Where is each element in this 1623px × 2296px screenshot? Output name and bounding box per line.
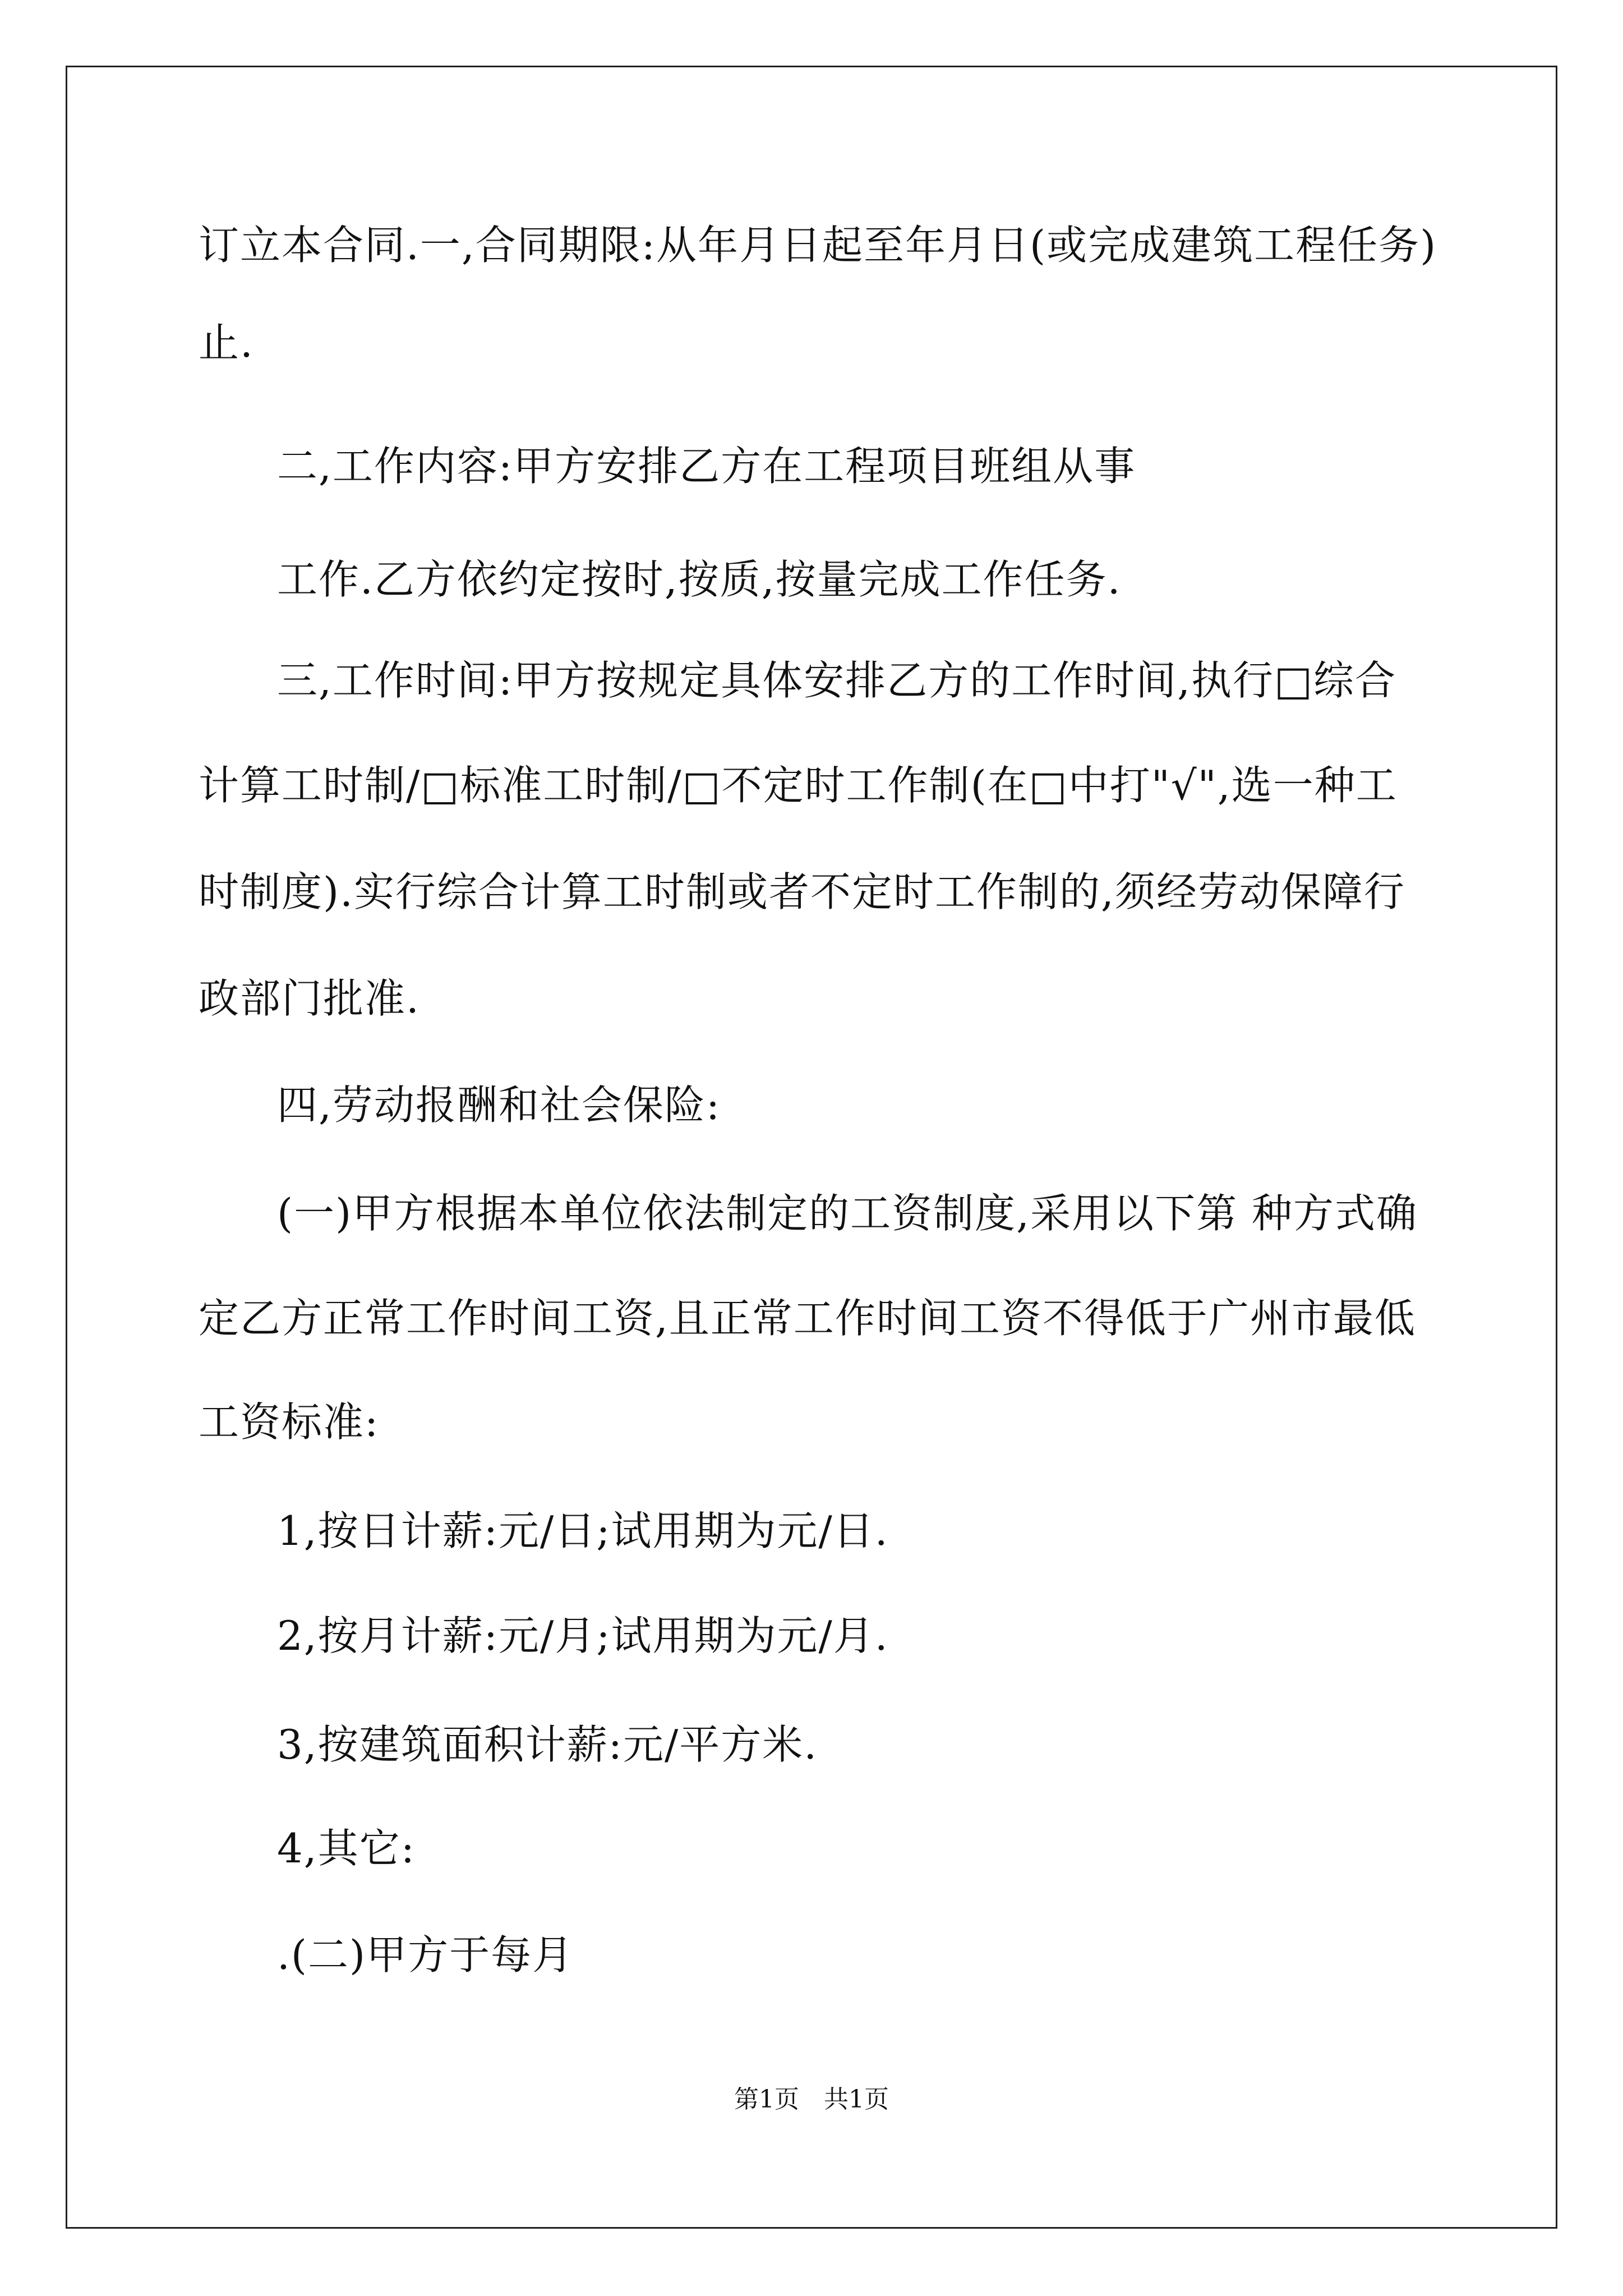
- paragraph-line: 三,工作时间:甲方按规定具体安排乙方的工作时间,执行□综合: [277, 657, 1397, 704]
- paragraph-line: 定乙方正常工作时间工资,且正常工作时间工资不得低于广州市最低: [199, 1295, 1416, 1342]
- paragraph-line: 工资标准:: [199, 1398, 380, 1446]
- paragraph-line: 1,按日计薪:元/日;试用期为元/日.: [277, 1507, 889, 1554]
- paragraph-line: 政部门批准.: [199, 975, 420, 1022]
- paragraph-line: 止.: [199, 319, 254, 366]
- paragraph-line: 二,工作内容:甲方安排乙方在工程项目班组从事: [277, 443, 1136, 490]
- paragraph-line: .(二)甲方于每月: [277, 1931, 574, 1978]
- paragraph-line: 计算工时制/□标准工时制/□不定时工作制(在□中打"√",选一种工: [199, 762, 1398, 809]
- page-number: 第1页 共1页: [734, 2085, 889, 2114]
- page-border: [66, 66, 1557, 2229]
- paragraph-line: (一)甲方根据本单位依法制定的工资制度,采用以下第 种方式确: [277, 1190, 1418, 1237]
- paragraph-line: 时制度).实行综合计算工时制或者不定时工作制的,须经劳动保障行: [199, 868, 1405, 915]
- paragraph-line: 3,按建筑面积计薪:元/平方米.: [277, 1721, 818, 1768]
- paragraph-line: 工作.乙方依约定按时,按质,按量完成工作任务.: [277, 556, 1122, 603]
- paragraph-line: 2,按月计薪:元/月;试用期为元/月.: [277, 1612, 889, 1659]
- paragraph-line: 订立本合同.一,合同期限:从年月日起至年月日(或完成建筑工程任务): [199, 222, 1437, 269]
- paragraph-line: 四,劳动报酬和社会保险:: [277, 1082, 721, 1129]
- paragraph-line: 4,其它:: [277, 1825, 416, 1872]
